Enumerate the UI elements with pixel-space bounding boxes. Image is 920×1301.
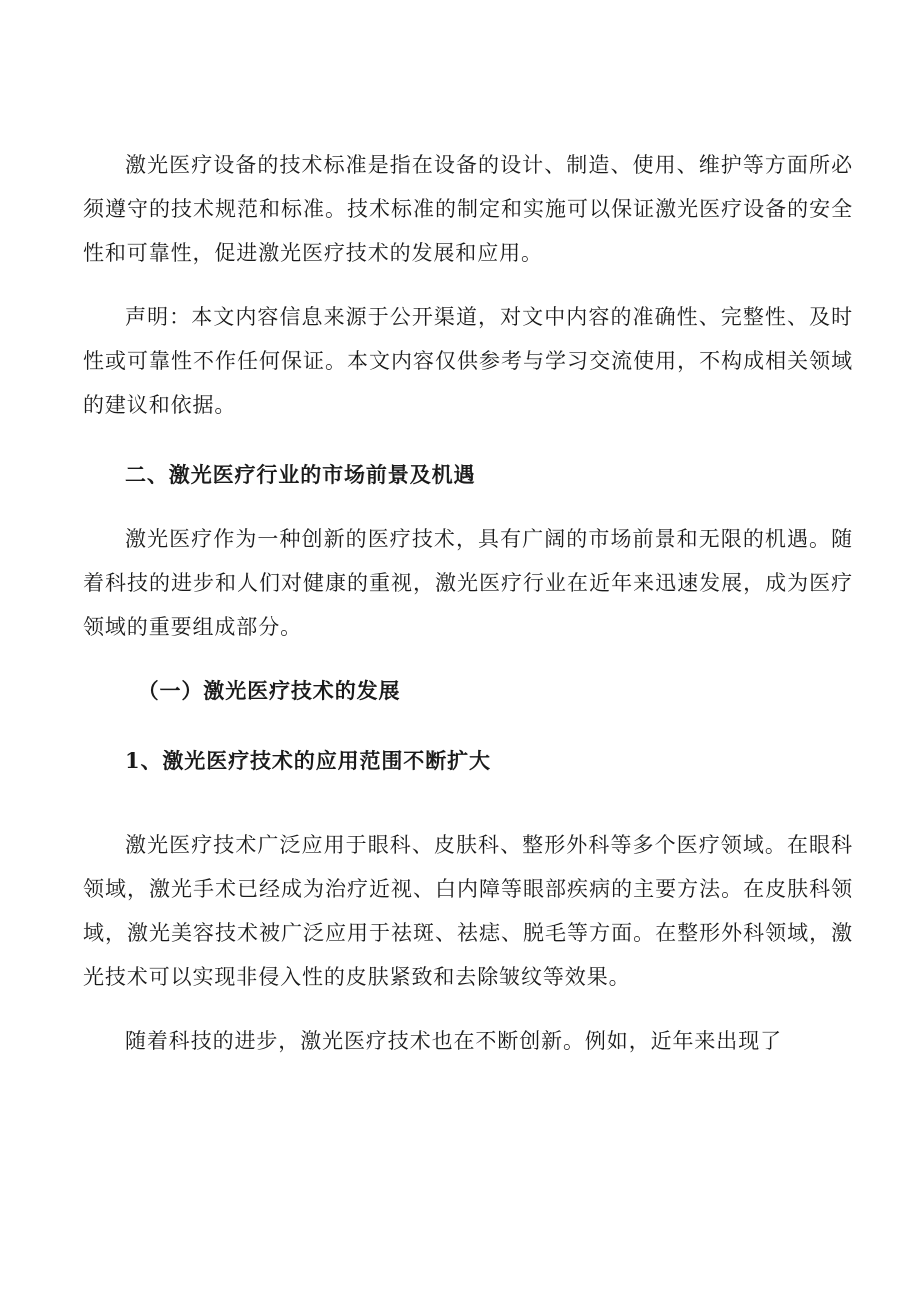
subsection-heading-tech-development: （一）激光医疗技术的发展: [137, 678, 401, 703]
paragraph-technical-standards: 激光医疗设备的技术标准是指在设备的设计、制造、使用、维护等方面所必须遵守的技术规范和标准。技术标准的制定和实施可以保证激光医疗设备的安全性和可靠性，促进激光医疗技术的发展和应用。: [83, 153, 853, 265]
paragraph-market-outlook: 激光医疗作为一种创新的医疗技术，具有广阔的市场前景和无限的机遇。随着科技的进步和人们对健康的重视，激光医疗行业在近年来迅速发展，成为医疗领域的重要组成部分。: [83, 527, 853, 639]
spacer: [83, 999, 853, 1019]
spacer: [83, 649, 853, 669]
spacer: [83, 275, 853, 295]
spacer: [83, 713, 853, 739]
section-heading-market-outlook: 二、激光医疗行业的市场前景及机遇: [125, 462, 476, 487]
spacer: [83, 783, 853, 823]
spacer: [83, 427, 853, 453]
paragraph-disclaimer: 声明：本文内容信息来源于公开渠道，对文中内容的准确性、完整性、及时性或可靠性不作任何保证。本文内容仅供参考与学习交流使用，不构成相关领域的建议和依据。: [83, 305, 853, 417]
item-heading-application-scope: 1、激光医疗技术的应用范围不断扩大: [125, 748, 491, 773]
document-body: [83, 143, 853, 1063]
paragraph-technical-innovation: 随着科技的进步，激光医疗技术也在不断创新。例如，近年来出现了: [125, 1029, 782, 1053]
paragraph-application-fields: 激光医疗技术广泛应用于眼科、皮肤科、整形外科等多个医疗领域。在眼科领域，激光手术已经成为治疗近视、白内障等眼部疾病的主要方法。在皮肤科领域，激光美容技术被广泛应用于祛斑、祛痣、脱毛等方面。在整形外科领域，激光技术可以实现非侵入性的皮肤紧致和去除皱纹等效果。: [83, 833, 853, 989]
spacer: [83, 497, 853, 517]
